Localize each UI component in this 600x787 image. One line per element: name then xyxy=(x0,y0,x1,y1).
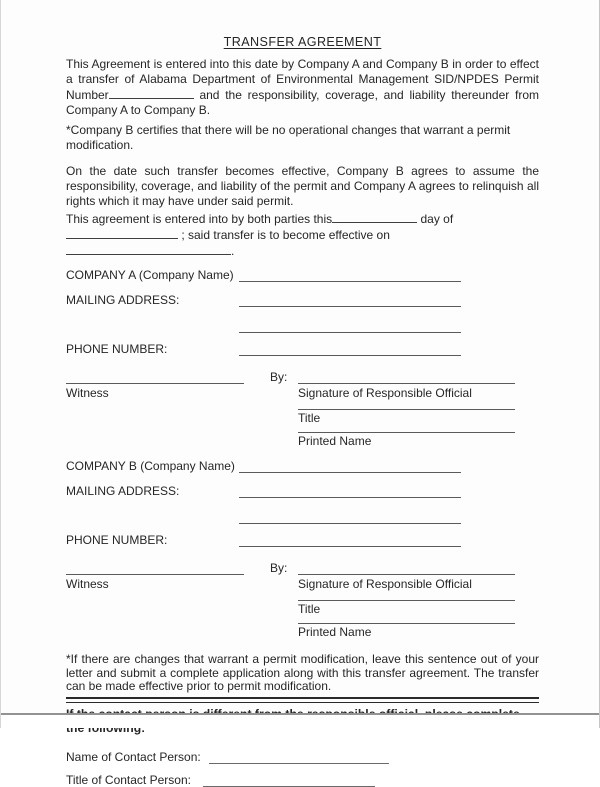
company-b-title-field xyxy=(298,591,515,614)
effective-paragraph: On the date such transfer becomes effective, Company B agrees to assume the responsibility, coverage, and liability of the permit and Company A agrees to relinquish all rights which it may have under said permit. xyxy=(66,164,539,208)
company-a-signature-captions xyxy=(66,386,539,400)
company-a-phone-row xyxy=(66,340,539,356)
company-a-official-signature-line xyxy=(298,370,515,384)
company-b-printed-name-caption: Printed Name xyxy=(298,625,372,639)
contact-title-label: Title of Contact Person: xyxy=(66,772,191,787)
intro-text-after: and the responsibility, coverage, and liability thereunder from Company A to Company B. xyxy=(66,88,540,117)
company-a-witness-line xyxy=(66,370,244,384)
company-a-phone-label: PHONE NUMBER: xyxy=(66,342,168,356)
company-b-title-caption: Title xyxy=(298,602,321,616)
execution-month-blank xyxy=(66,227,178,239)
section-divider-double-rule xyxy=(66,697,539,703)
company-b-by-label: By: xyxy=(270,561,288,575)
execution-day-blank xyxy=(332,211,417,223)
company-b-mailing-label: MAILING ADDRESS: xyxy=(66,484,180,498)
company-a-by-label: By: xyxy=(270,370,288,384)
company-b-witness-line xyxy=(66,561,244,575)
contact-name-row xyxy=(66,751,539,764)
contact-title-row xyxy=(66,774,539,787)
execution-period: . xyxy=(231,244,235,258)
company-a-title-caption: Title xyxy=(298,411,321,425)
company-b-mailing-line-1 xyxy=(239,484,461,498)
company-a-name-label: COMPANY A (Company Name) xyxy=(66,268,234,282)
company-a-mailing-label: MAILING ADDRESS: xyxy=(66,293,180,307)
company-b-title-line xyxy=(298,591,515,601)
modification-footnote: *If there are changes that warrant a permit modification, leave this sentence out of your letter and submit a complete application along with this transfer agreement. The transfer can be made effective prior to permit modification. xyxy=(66,652,539,693)
company-b-phone-line xyxy=(239,533,461,547)
document-title-text: TRANSFER AGREEMENT xyxy=(223,35,382,49)
company-b-signature-captions xyxy=(66,577,539,591)
company-b-signature-caption: Signature of Responsible Official xyxy=(298,577,472,591)
document-title xyxy=(66,33,539,47)
company-a-mailing-line-2 xyxy=(239,319,461,333)
company-b-name-label: COMPANY B (Company Name) xyxy=(66,459,235,473)
company-b-official-signature-line xyxy=(298,561,515,575)
company-a-mailing-line-1 xyxy=(239,293,461,307)
company-b-printed-name-line xyxy=(298,614,515,624)
company-b-mailing-row-2 xyxy=(66,508,539,524)
company-a-name-line xyxy=(239,268,461,282)
certification-note: *Company B certifies that there will be no operational changes that warrant a permit modification. xyxy=(66,123,511,152)
company-b-mailing-row xyxy=(66,482,539,498)
company-a-signature-caption: Signature of Responsible Official xyxy=(298,386,472,400)
permit-number-blank xyxy=(109,87,194,99)
company-b-phone-row xyxy=(66,531,539,547)
company-b-name-line xyxy=(239,459,461,473)
execution-effective-date-blank xyxy=(66,243,231,255)
company-a-mailing-row xyxy=(66,291,539,307)
company-a-title-field xyxy=(298,400,515,423)
page-below-edge xyxy=(1,715,599,728)
company-a-name-row xyxy=(66,266,539,282)
company-a-phone-line xyxy=(239,342,461,356)
execution-said-transfer: ; said transfer is to become effective on xyxy=(181,228,390,242)
contact-title-line xyxy=(203,775,375,787)
company-b-mailing-line-2 xyxy=(239,510,461,524)
execution-lead: This agreement is entered into by both parties this xyxy=(66,212,333,226)
intro-text-before: This Agreement is entered into this date by Company A and Company B in order to effect a transfer of Alabama Department of Environmental Management SID/NPDES Permit Number xyxy=(66,57,539,102)
contact-name-line xyxy=(209,752,389,764)
contact-name-label: Name of Contact Person: xyxy=(66,749,201,764)
company-b-phone-label: PHONE NUMBER: xyxy=(66,533,168,547)
company-a-witness-caption: Witness xyxy=(66,386,109,400)
company-a-signature-row xyxy=(66,366,539,384)
company-a-title-line xyxy=(298,400,515,410)
company-b-witness-caption: Witness xyxy=(66,577,109,591)
company-a-mailing-row-2 xyxy=(66,317,539,333)
company-b-name-row xyxy=(66,457,539,473)
intro-paragraph xyxy=(66,57,539,118)
execution-day-of: day of xyxy=(420,212,454,226)
company-b-printed-name-field xyxy=(298,614,515,637)
company-b-signature-row xyxy=(66,557,539,575)
company-a-printed-name-caption: Printed Name xyxy=(298,434,372,448)
company-a-printed-name-field xyxy=(298,423,515,446)
execution-paragraph xyxy=(66,211,539,259)
company-a-printed-name-line xyxy=(298,423,515,433)
